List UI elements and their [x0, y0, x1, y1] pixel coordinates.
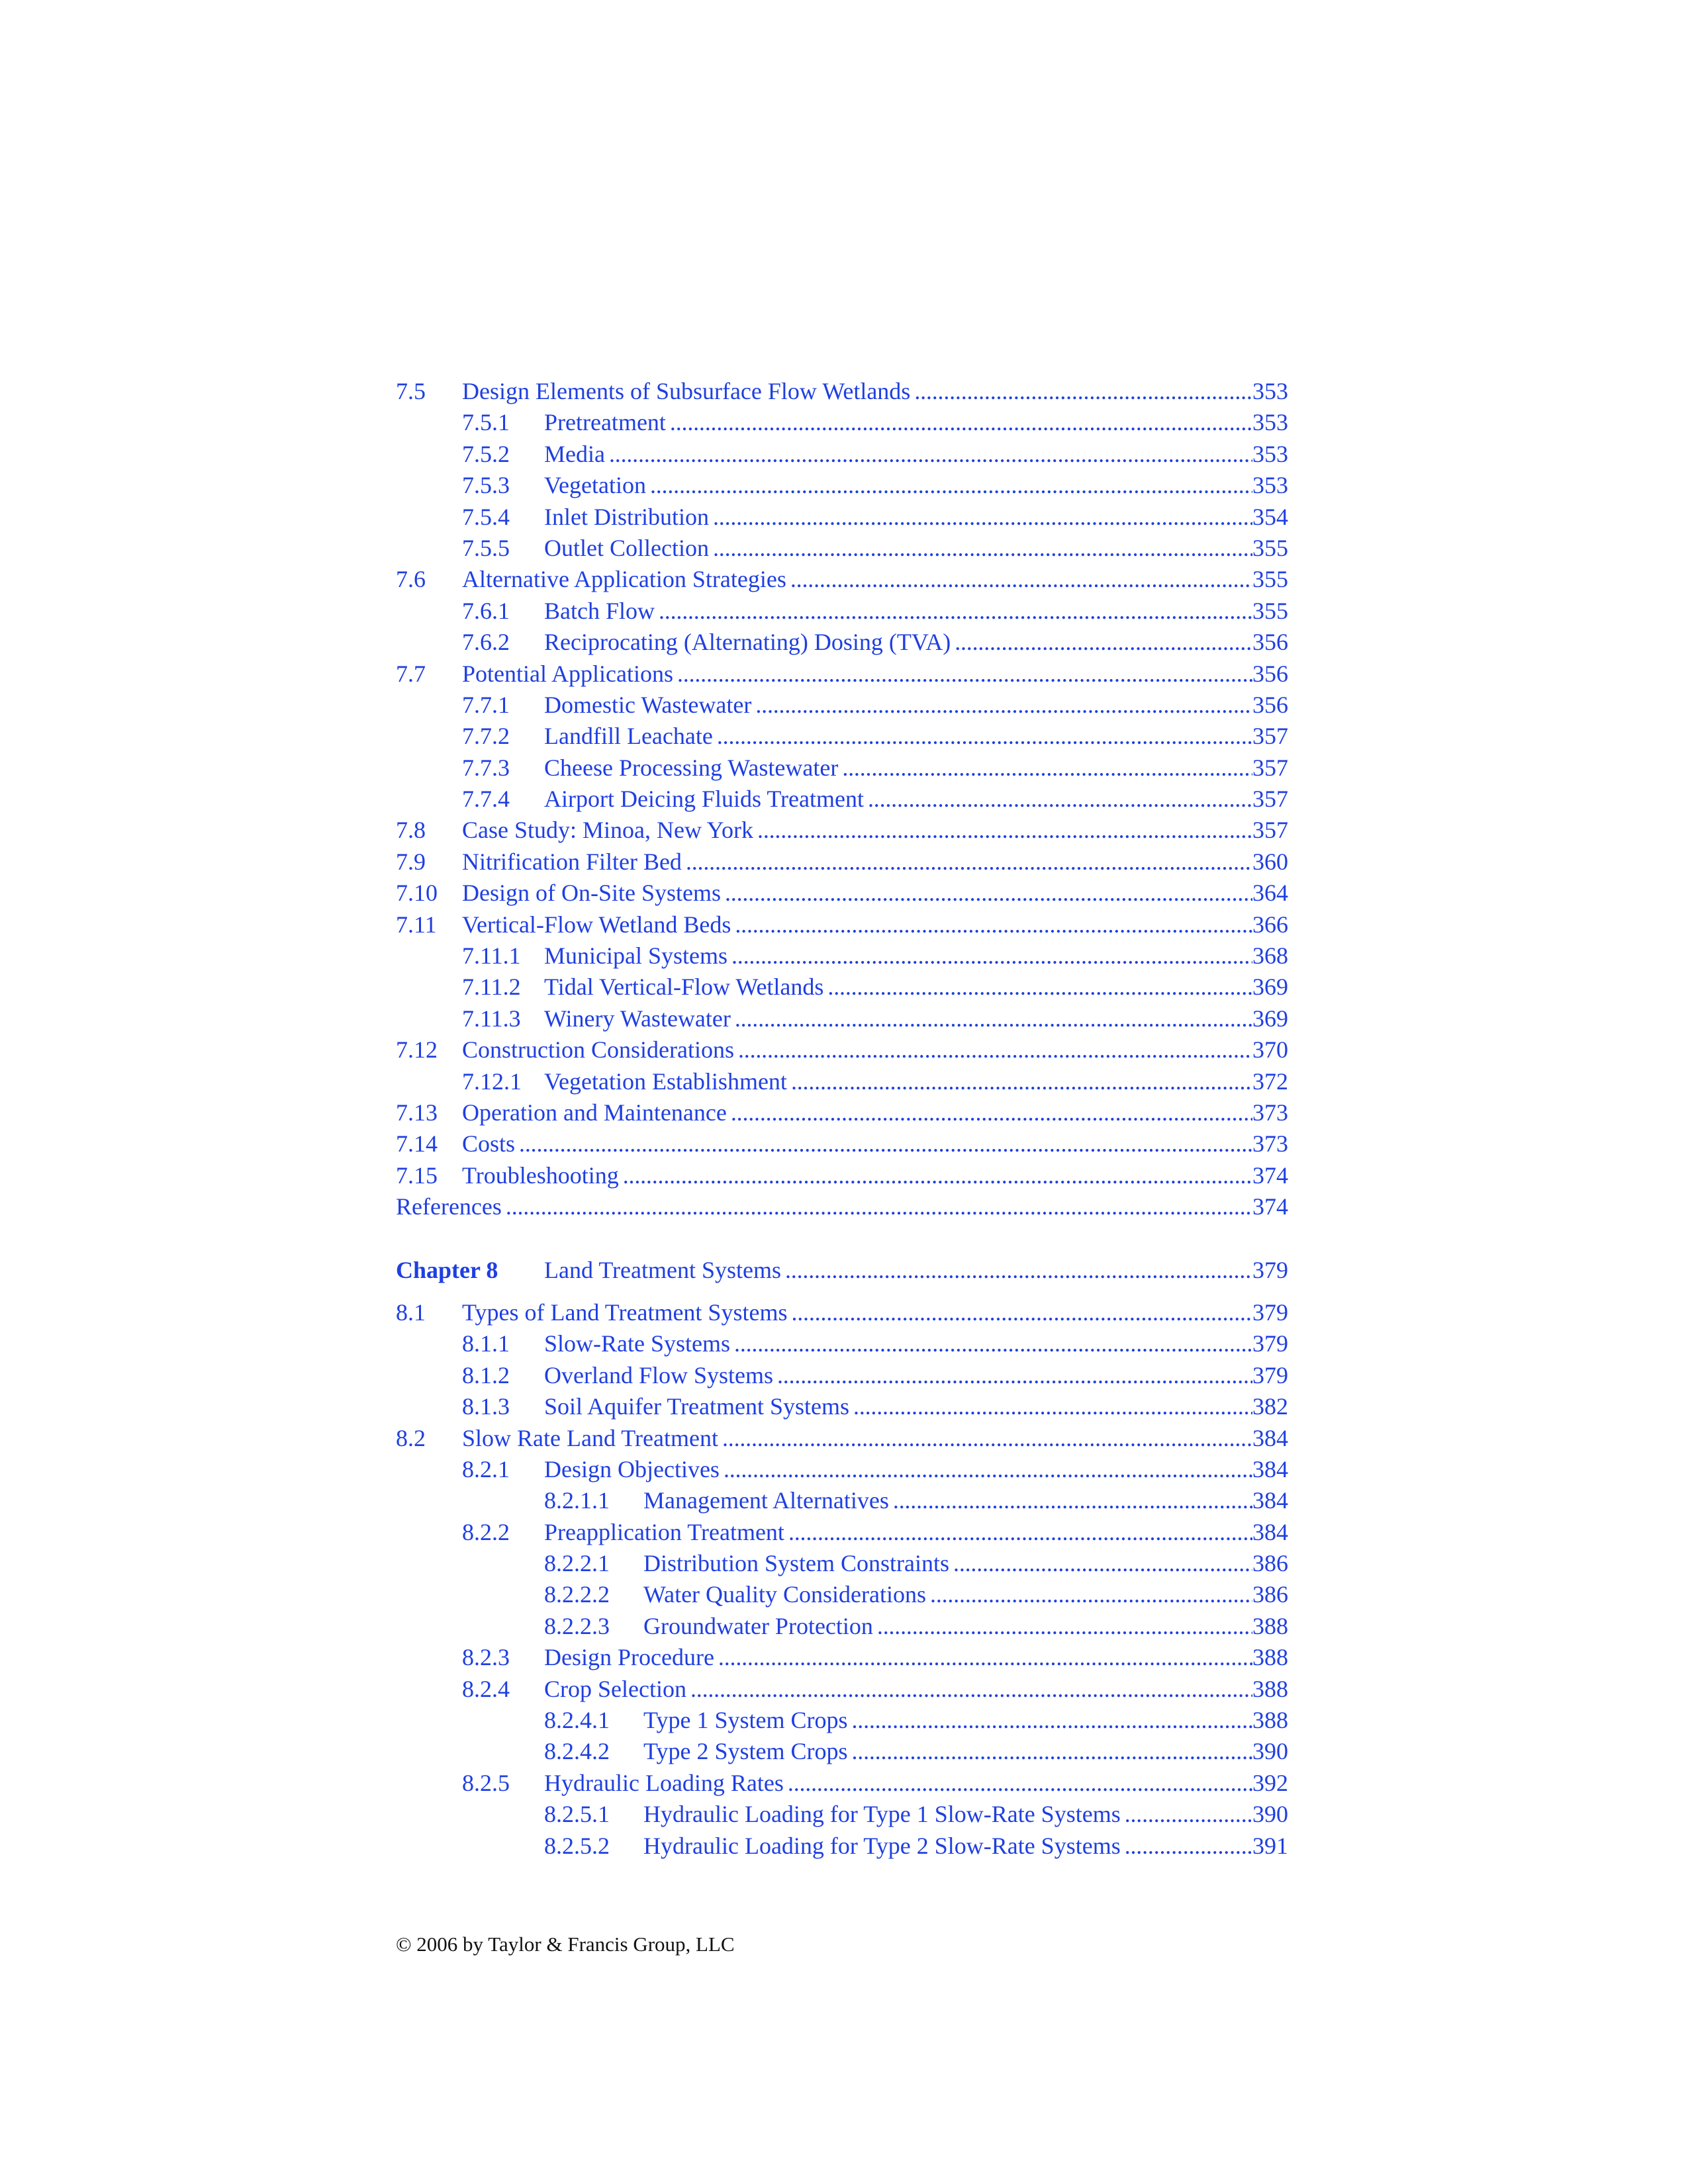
- toc-entry-number: 7.5.3: [462, 472, 510, 499]
- toc-entry-number: 7.6: [396, 566, 426, 593]
- dot-leader: [953, 1548, 1252, 1579]
- toc-entry-page-number: 392: [1252, 1769, 1288, 1796]
- toc-entry[interactable]: [396, 470, 1288, 501]
- dot-leader: [713, 502, 1252, 533]
- toc-entry-number: 8.1: [396, 1298, 426, 1326]
- toc-entry[interactable]: [396, 1674, 1288, 1705]
- dot-leader: [827, 972, 1252, 1003]
- toc-entry-number: 7.15: [396, 1161, 438, 1189]
- dot-leader: [735, 1003, 1252, 1034]
- toc-entry-page-number: 355: [1252, 566, 1288, 593]
- toc-entry[interactable]: [396, 533, 1288, 564]
- dot-leader: [722, 1423, 1252, 1454]
- dot-leader: [519, 1128, 1252, 1160]
- toc-entry-leader-line: [462, 815, 1288, 846]
- toc-entry-title[interactable]: Crop Selection: [544, 1675, 686, 1702]
- dot-leader: [785, 1255, 1252, 1286]
- toc-entry-title[interactable]: Potential Applications: [462, 660, 673, 687]
- toc-entry-title[interactable]: Construction Considerations: [462, 1036, 734, 1064]
- toc-entry[interactable]: [396, 596, 1288, 627]
- toc-entry-page-number: 370: [1252, 1036, 1288, 1064]
- toc-entry-leader-line: [544, 1003, 1288, 1034]
- toc-entry-page-number: 382: [1252, 1393, 1288, 1420]
- toc-entry[interactable]: [396, 1097, 1288, 1128]
- toc-entry-leader-line: [544, 1391, 1288, 1422]
- toc-entry[interactable]: [396, 1579, 1288, 1610]
- toc-entry[interactable]: [396, 1548, 1288, 1579]
- toc-entry-title[interactable]: Inlet Distribution: [544, 503, 709, 530]
- toc-entry[interactable]: [396, 376, 1288, 407]
- toc-entry-page-number: 379: [1252, 1361, 1288, 1388]
- toc-entry[interactable]: [396, 564, 1288, 595]
- dot-leader: [677, 659, 1252, 690]
- toc-entry-page-number: 369: [1252, 974, 1288, 1001]
- toc-entry-number: 7.7: [396, 660, 426, 687]
- toc-entry-title[interactable]: Cheese Processing Wastewater: [544, 754, 839, 781]
- dot-leader: [788, 1768, 1252, 1799]
- toc-entry-title[interactable]: Type 1 System Crops: [643, 1707, 848, 1734]
- toc-entry-number: 7.8: [396, 817, 426, 844]
- dot-leader: [868, 784, 1252, 815]
- dot-leader: [609, 439, 1252, 470]
- toc-entry-leader-line: [643, 1548, 1288, 1579]
- toc-entry[interactable]: [396, 1736, 1288, 1767]
- toc-entry-title[interactable]: Vegetation Establishment: [544, 1068, 787, 1095]
- toc-entry-page-number: 364: [1252, 880, 1288, 907]
- toc-entry-page-number: 384: [1252, 1424, 1288, 1451]
- toc-entry[interactable]: [396, 1328, 1288, 1359]
- dot-leader: [790, 564, 1252, 595]
- dot-leader: [506, 1191, 1252, 1222]
- toc-entry-leader-line: [462, 376, 1288, 407]
- toc-entry-leader-line: [462, 1128, 1288, 1160]
- toc-entry-leader-line: [544, 1642, 1288, 1673]
- toc-entry-page-number: 379: [1252, 1256, 1288, 1283]
- dot-leader: [955, 627, 1252, 658]
- toc-entry[interactable]: [396, 502, 1288, 533]
- dot-leader: [851, 1736, 1252, 1767]
- toc-entry-number: 8.1.1: [462, 1330, 510, 1357]
- toc-entry-page-number: 384: [1252, 1518, 1288, 1545]
- toc-entry-page-number: 388: [1252, 1707, 1288, 1734]
- toc-entry-title[interactable]: Media: [544, 440, 605, 467]
- toc-entry-title[interactable]: Soil Aquifer Treatment Systems: [544, 1393, 850, 1420]
- toc-entry[interactable]: [396, 407, 1288, 438]
- toc-entry-page-number: 355: [1252, 597, 1288, 624]
- toc-entry[interactable]: [396, 1003, 1288, 1034]
- toc-entry-title[interactable]: Land Treatment Systems: [544, 1256, 781, 1283]
- toc-entry-page-number: 373: [1252, 1099, 1288, 1126]
- toc-entry-title[interactable]: Airport Deicing Fluids Treatment: [544, 786, 864, 813]
- toc-entry-page-number: 386: [1252, 1550, 1288, 1577]
- toc-entry-title[interactable]: Alternative Application Strategies: [462, 566, 786, 593]
- toc-entry-title[interactable]: Hydraulic Loading for Type 2 Slow-Rate Systems: [643, 1832, 1121, 1859]
- dot-leader: [717, 721, 1252, 752]
- dot-leader: [877, 1611, 1252, 1642]
- toc-entry-page-number: 373: [1252, 1130, 1288, 1158]
- toc-entry[interactable]: [396, 972, 1288, 1003]
- toc-entry-title[interactable]: Operation and Maintenance: [462, 1099, 727, 1126]
- toc-entry-leader-line: [544, 1674, 1288, 1705]
- toc-entry[interactable]: [396, 1799, 1288, 1830]
- toc-entry-page-number: 353: [1252, 440, 1288, 467]
- toc-entry-leader-line: [462, 909, 1288, 940]
- toc-entry-number: 7.6.2: [462, 629, 510, 656]
- toc-entry-number: 7.5.1: [462, 409, 510, 436]
- dot-leader: [731, 1097, 1252, 1128]
- toc-entry-page-number: 357: [1252, 723, 1288, 750]
- toc-entry[interactable]: [396, 1160, 1288, 1191]
- toc-entry-page-number: 354: [1252, 503, 1288, 530]
- toc-entry-page-number: 374: [1252, 1161, 1288, 1189]
- toc-entry-title[interactable]: Vertical-Flow Wetland Beds: [462, 911, 731, 938]
- toc-entry-leader-line: [544, 972, 1288, 1003]
- toc-entry-page-number: 386: [1252, 1581, 1288, 1608]
- toc-entry[interactable]: [396, 940, 1288, 972]
- toc-entry-number: 8.2: [396, 1424, 426, 1451]
- dot-leader: [718, 1642, 1252, 1673]
- toc-entry-page-number: 379: [1252, 1330, 1288, 1357]
- toc-entry[interactable]: [396, 1517, 1288, 1548]
- toc-entry[interactable]: [396, 846, 1288, 878]
- toc-entry[interactable]: [396, 1191, 1288, 1222]
- toc-entry-page-number: 390: [1252, 1738, 1288, 1765]
- toc-entry[interactable]: [396, 1642, 1288, 1673]
- toc-entry-page-number: 366: [1252, 911, 1288, 938]
- dot-leader: [686, 846, 1252, 878]
- toc-entry-title[interactable]: Tidal Vertical-Flow Wetlands: [544, 974, 824, 1001]
- dot-leader: [734, 1328, 1252, 1359]
- toc-entry-number: 7.12: [396, 1036, 438, 1064]
- toc-entry-number: 7.11.2: [462, 974, 521, 1001]
- toc-entry[interactable]: [396, 815, 1288, 846]
- toc-entry-leader-line: [462, 878, 1288, 909]
- toc-entry-title[interactable]: Design of On-Site Systems: [462, 880, 721, 907]
- toc-entry-number: 8.2.5: [462, 1769, 510, 1796]
- toc-entry-leader-line: [643, 1736, 1288, 1767]
- toc-entry-leader-line: [544, 502, 1288, 533]
- dot-leader: [853, 1391, 1252, 1422]
- toc-entry-number: 8.2.1: [462, 1455, 510, 1482]
- toc-entry[interactable]: [396, 1034, 1288, 1066]
- toc-entry-title[interactable]: Preapplication Treatment: [544, 1518, 784, 1545]
- toc-entry[interactable]: [396, 1391, 1288, 1422]
- toc-entry[interactable]: [396, 784, 1288, 815]
- dot-leader: [893, 1485, 1252, 1516]
- toc-entry-title[interactable]: Slow Rate Land Treatment: [462, 1424, 718, 1451]
- toc-entry-page-number: 388: [1252, 1644, 1288, 1671]
- toc-entry[interactable]: [396, 909, 1288, 940]
- toc-entry-leader-line: [462, 1423, 1288, 1454]
- toc-entry-number: 8.2.4: [462, 1675, 510, 1702]
- toc-entry-leader-line: [544, 784, 1288, 815]
- toc-entry-page-number: 360: [1252, 848, 1288, 875]
- dot-leader: [725, 878, 1252, 909]
- toc-entry-title[interactable]: Design Elements of Subsurface Flow Wetlands: [462, 378, 911, 404]
- toc-entry-page-number: 369: [1252, 1005, 1288, 1032]
- toc-entry-leader-line: [544, 752, 1288, 784]
- toc-entry-title[interactable]: Landfill Leachate: [544, 723, 713, 750]
- toc-entry[interactable]: [396, 878, 1288, 909]
- toc-entry-leader-line: [643, 1799, 1288, 1830]
- toc-entry-number: 8.2.1.1: [544, 1487, 610, 1514]
- toc-entry-title[interactable]: Types of Land Treatment Systems: [462, 1298, 788, 1326]
- toc-entry-number: Chapter 8: [396, 1256, 498, 1283]
- toc-entry-number: 7.5.2: [462, 440, 510, 467]
- toc-entry-leader-line: [396, 1191, 1288, 1222]
- toc-entry-page-number: 390: [1252, 1801, 1288, 1828]
- dot-leader: [650, 470, 1252, 501]
- dot-leader: [842, 752, 1252, 784]
- toc-entry-title[interactable]: Design Procedure: [544, 1644, 714, 1671]
- toc-entry-title[interactable]: References: [396, 1193, 502, 1220]
- toc-entry-number: 7.13: [396, 1099, 438, 1126]
- dot-leader: [659, 596, 1252, 627]
- toc-entry[interactable]: [396, 1360, 1288, 1391]
- toc-entry-leader-line: [544, 407, 1288, 438]
- toc-entry-number: 8.2.2.3: [544, 1612, 610, 1639]
- dot-leader: [930, 1579, 1252, 1610]
- toc-entry-number: 7.5: [396, 378, 426, 404]
- dot-leader: [791, 1066, 1252, 1097]
- toc-entry-number: 7.11: [396, 911, 437, 938]
- toc-entry-page-number: 379: [1252, 1298, 1288, 1326]
- toc-entry-page-number: 357: [1252, 786, 1288, 813]
- dot-leader: [1125, 1831, 1252, 1862]
- toc-chapter-heading[interactable]: [396, 1255, 1288, 1286]
- toc-entry[interactable]: [396, 1705, 1288, 1736]
- toc-entry-leader-line: [462, 846, 1288, 878]
- toc-entry-leader-line: [643, 1831, 1288, 1862]
- dot-leader: [1125, 1799, 1252, 1830]
- toc-entry-number: 7.7.2: [462, 723, 510, 750]
- toc-entry-page-number: 384: [1252, 1487, 1288, 1514]
- toc-entry-leader-line: [643, 1579, 1288, 1610]
- toc-entry-number: 7.7.3: [462, 754, 510, 781]
- toc-entry-leader-line: [544, 439, 1288, 470]
- dot-leader: [755, 690, 1252, 721]
- dot-leader: [724, 1454, 1252, 1485]
- toc-entry[interactable]: [396, 1128, 1288, 1160]
- toc-entry-page-number: 374: [1252, 1193, 1288, 1220]
- toc-entry-leader-line: [544, 690, 1288, 721]
- toc-entry-leader-line: [643, 1705, 1288, 1736]
- toc-entry-title[interactable]: Winery Wastewater: [544, 1005, 731, 1032]
- toc-entry-leader-line: [462, 564, 1288, 595]
- toc-entry-page-number: 353: [1252, 409, 1288, 436]
- toc-entry-title[interactable]: Hydraulic Loading for Type 1 Slow-Rate Systems: [643, 1801, 1121, 1828]
- toc-entry[interactable]: [396, 690, 1288, 721]
- dot-leader: [791, 1297, 1252, 1328]
- toc-entry-number: 7.11.3: [462, 1005, 521, 1032]
- dot-leader: [738, 1034, 1252, 1066]
- toc-entry-number: 7.6.1: [462, 597, 510, 624]
- toc-entry-title[interactable]: Outlet Collection: [544, 534, 709, 561]
- dot-leader: [851, 1705, 1252, 1736]
- toc-entry-leader-line: [544, 1328, 1288, 1359]
- toc-entry-page-number: 357: [1252, 817, 1288, 844]
- toc-entry-page-number: 356: [1252, 629, 1288, 656]
- toc-entry-leader-line: [544, 627, 1288, 658]
- toc-entry-title[interactable]: Groundwater Protection: [643, 1612, 873, 1639]
- copyright-footer: © 2006 by Taylor & Francis Group, LLC: [396, 1933, 735, 1956]
- toc-entry-page-number: 353: [1252, 378, 1288, 404]
- toc-entry-number: 8.2.5.2: [544, 1832, 610, 1859]
- toc-entry-title[interactable]: Domestic Wastewater: [544, 691, 752, 718]
- toc-entry-leader-line: [544, 1255, 1288, 1286]
- toc-entry-number: 8.2.5.1: [544, 1801, 610, 1828]
- toc-entry-number: 7.11.1: [462, 942, 521, 970]
- toc-entry-number: 8.2.3: [462, 1644, 510, 1671]
- dot-leader: [731, 940, 1252, 972]
- toc-entry-leader-line: [544, 1454, 1288, 1485]
- dot-leader: [914, 376, 1252, 407]
- toc-entry-leader-line: [544, 533, 1288, 564]
- table-of-contents: [396, 376, 1288, 1862]
- dot-leader: [670, 407, 1252, 438]
- toc-entry-number: 7.10: [396, 880, 438, 907]
- toc-entry-leader-line: [544, 1066, 1288, 1097]
- toc-entry[interactable]: [396, 659, 1288, 690]
- toc-entry-number: 7.7.1: [462, 691, 510, 718]
- dot-leader: [757, 815, 1252, 846]
- toc-entry-leader-line: [544, 470, 1288, 501]
- toc-entry-title[interactable]: Nitrification Filter Bed: [462, 848, 682, 875]
- toc-entry[interactable]: [396, 721, 1288, 752]
- toc-entry-title[interactable]: Batch Flow: [544, 597, 655, 624]
- toc-entry-title[interactable]: Design Objectives: [544, 1455, 720, 1482]
- toc-entry-number: 8.2.2.1: [544, 1550, 610, 1577]
- toc-entry-page-number: 355: [1252, 534, 1288, 561]
- toc-entry-number: 7.5.5: [462, 534, 510, 561]
- toc-entry-title[interactable]: Vegetation: [544, 472, 646, 499]
- toc-entry-leader-line: [544, 1517, 1288, 1548]
- toc-entry-number: 7.12.1: [462, 1068, 522, 1095]
- toc-entry-leader-line: [544, 1360, 1288, 1391]
- toc-entry-title[interactable]: Distribution System Constraints: [643, 1550, 950, 1577]
- toc-entry-title[interactable]: Troubleshooting: [462, 1161, 619, 1189]
- toc-entry-number: 7.14: [396, 1130, 438, 1158]
- toc-entry-leader-line: [462, 1297, 1288, 1328]
- dot-leader: [623, 1160, 1252, 1191]
- toc-entry-leader-line: [462, 1160, 1288, 1191]
- toc-entry[interactable]: [396, 1066, 1288, 1097]
- toc-entry-page-number: 353: [1252, 472, 1288, 499]
- toc-entry[interactable]: [396, 1831, 1288, 1862]
- toc-entry-leader-line: [462, 1034, 1288, 1066]
- toc-entry-title[interactable]: Slow-Rate Systems: [544, 1330, 731, 1357]
- toc-entry-number: 8.1.2: [462, 1361, 510, 1388]
- toc-entry-number: 7.7.4: [462, 786, 510, 813]
- dot-leader: [788, 1517, 1252, 1548]
- toc-entry-leader-line: [462, 1097, 1288, 1128]
- toc-entry-title[interactable]: Reciprocating (Alternating) Dosing (TVA): [544, 629, 951, 656]
- toc-entry-number: 8.1.3: [462, 1393, 510, 1420]
- toc-entry-number: 8.2.2: [462, 1518, 510, 1545]
- dot-leader: [690, 1674, 1252, 1705]
- toc-entry-title[interactable]: Overland Flow Systems: [544, 1361, 773, 1388]
- dot-leader: [735, 909, 1252, 940]
- toc-entry[interactable]: [396, 1454, 1288, 1485]
- dot-leader: [777, 1360, 1252, 1391]
- toc-entry-title[interactable]: Case Study: Minoa, New York: [462, 817, 754, 844]
- toc-entry-leader-line: [544, 596, 1288, 627]
- toc-entry-number: 8.2.2.2: [544, 1581, 610, 1608]
- toc-entry-page-number: 388: [1252, 1675, 1288, 1702]
- toc-entry-title[interactable]: Type 2 System Crops: [643, 1738, 848, 1765]
- toc-entry[interactable]: [396, 1423, 1288, 1454]
- toc-entry-page-number: 384: [1252, 1455, 1288, 1482]
- toc-entry-leader-line: [462, 659, 1288, 690]
- toc-entry-number: 7.9: [396, 848, 426, 875]
- toc-entry[interactable]: [396, 1485, 1288, 1516]
- toc-entry-page-number: 391: [1252, 1832, 1288, 1859]
- toc-entry-leader-line: [544, 940, 1288, 972]
- toc-entry-page-number: 356: [1252, 660, 1288, 687]
- toc-entry[interactable]: [396, 439, 1288, 470]
- toc-entry-title[interactable]: Costs: [462, 1130, 516, 1158]
- toc-entry-number: 7.5.4: [462, 503, 510, 530]
- toc-entry-number: 8.2.4.2: [544, 1738, 610, 1765]
- toc-entry-page-number: 372: [1252, 1068, 1288, 1095]
- toc-entry-page-number: 356: [1252, 691, 1288, 718]
- toc-entry[interactable]: [396, 752, 1288, 784]
- toc-entry-leader-line: [544, 1768, 1288, 1799]
- toc-entry-page-number: 357: [1252, 754, 1288, 781]
- toc-entry-title[interactable]: Hydraulic Loading Rates: [544, 1769, 784, 1796]
- toc-entry-title[interactable]: Water Quality Considerations: [643, 1581, 927, 1608]
- toc-entry-leader-line: [544, 721, 1288, 752]
- toc-entry[interactable]: [396, 1297, 1288, 1328]
- dot-leader: [713, 533, 1252, 564]
- toc-entry-title[interactable]: Management Alternatives: [643, 1487, 889, 1514]
- toc-entry-leader-line: [643, 1485, 1288, 1516]
- toc-entry-title[interactable]: Pretreatment: [544, 409, 666, 436]
- toc-entry[interactable]: [396, 1768, 1288, 1799]
- toc-entry-page-number: 368: [1252, 942, 1288, 970]
- toc-entry-leader-line: [643, 1611, 1288, 1642]
- toc-entry-page-number: 388: [1252, 1612, 1288, 1639]
- toc-entry-title[interactable]: Municipal Systems: [544, 942, 727, 970]
- toc-entry[interactable]: [396, 1611, 1288, 1642]
- toc-entry[interactable]: [396, 627, 1288, 658]
- toc-entry-number: 8.2.4.1: [544, 1707, 610, 1734]
